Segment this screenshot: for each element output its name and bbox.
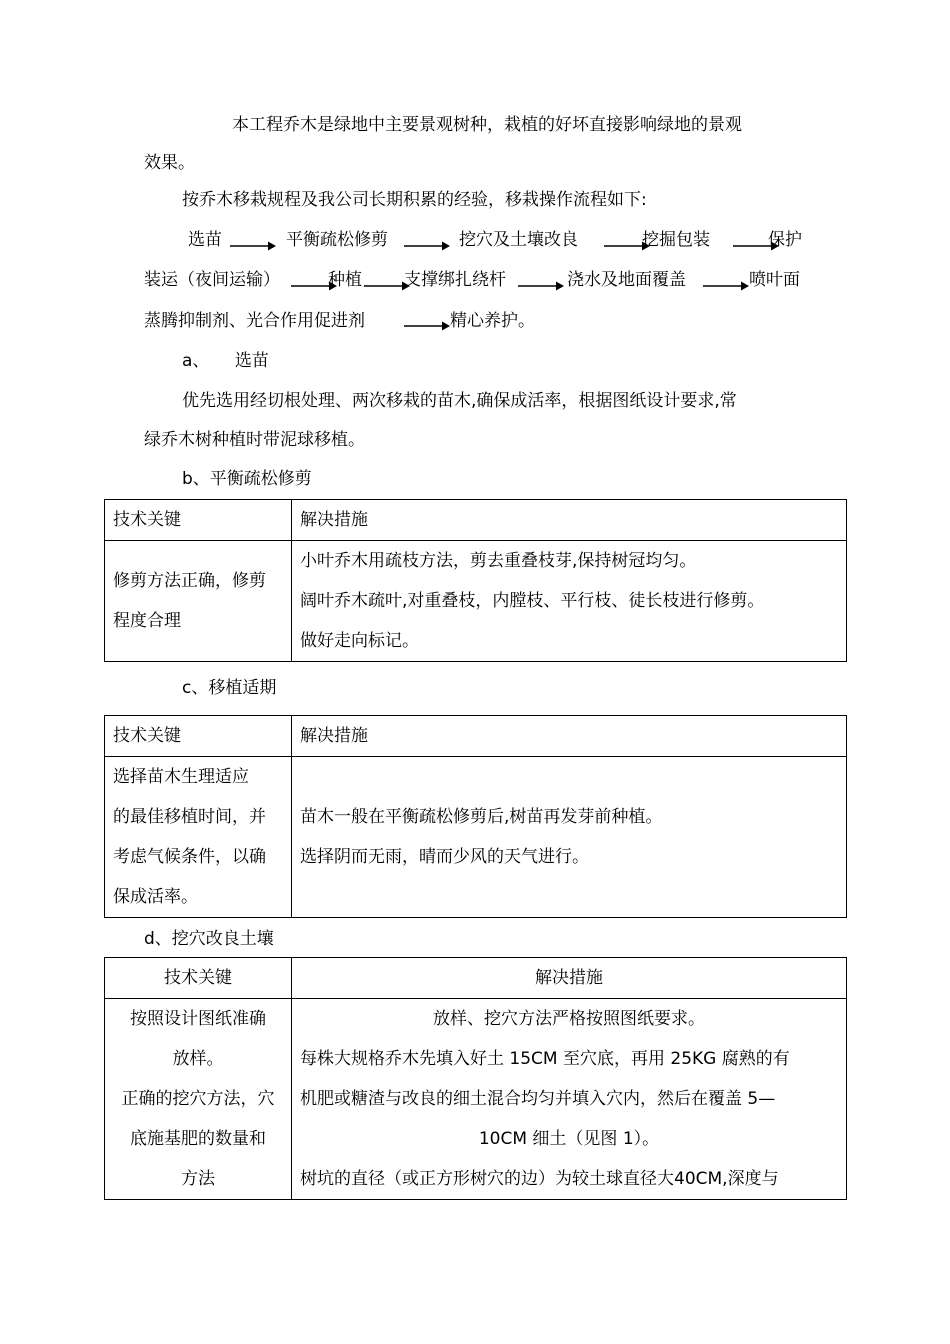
measure-line: 机肥或糖渣与改良的细土混合均匀并填入穴内，然后在覆盖 5— <box>300 1089 776 1109</box>
flow-step-watering: 浇水及地面覆盖 <box>567 270 686 290</box>
intro-paragraph-line-2: 效果。 <box>144 153 195 173</box>
section-a-text-line-1: 优先选用经切根处理、两次移栽的苗木,确保成活率，根据图纸设计要求,常 <box>182 391 737 411</box>
measure-cell <box>292 541 847 662</box>
key-cell <box>105 757 292 918</box>
key-line: 的最佳移植时间，并 <box>113 807 266 827</box>
table-header-row <box>105 716 847 757</box>
flow-arrow-icon <box>404 240 450 252</box>
section-b-heading: b、平衡疏松修剪 <box>182 469 312 489</box>
key-line: 按照设计图纸准确 <box>130 1009 266 1029</box>
table-row <box>105 999 847 1200</box>
key-cell <box>105 999 292 1200</box>
flow-step-digging-soil: 挖穴及土壤改良 <box>459 230 578 250</box>
pruning-table <box>104 499 847 662</box>
measure-line: 10CM 细土（见图 1）。 <box>478 1129 660 1149</box>
key-line: 放样。 <box>172 1049 224 1069</box>
table-row <box>105 541 847 662</box>
header-measure-cell: 解决措施 <box>292 716 847 757</box>
key-line: 底施基肥的数量和 <box>130 1129 266 1149</box>
key-line: 正确的挖穴方法，穴 <box>121 1089 275 1109</box>
flow-step-maintenance: 精心养护。 <box>450 311 535 331</box>
flow-step-agents: 蒸腾抑制剂、光合作用促进剂 <box>144 311 365 331</box>
flow-step-planting: 种植 <box>328 270 362 290</box>
section-a-heading: a、 选苗 <box>182 351 269 371</box>
section-c-heading: c、移植适期 <box>182 678 277 698</box>
intro-paragraph-line-1: 本工程乔木是绿地中主要景观树种，栽植的好坏直接影响绿地的景观 <box>232 115 742 135</box>
measure-line: 每株大规格乔木先填入好土 15CM 至穴底，再用 25KG 腐熟的有 <box>300 1049 790 1069</box>
flow-step-pruning: 平衡疏松修剪 <box>286 230 388 250</box>
intro-paragraph-2: 按乔木移栽规程及我公司长期积累的经验，移栽操作流程如下: <box>182 190 647 210</box>
flow-step-transport: 装运（夜间运输） <box>144 270 280 290</box>
flow-step-packing: 挖掘包装 <box>642 230 710 250</box>
key-line: 修剪方法正确，修剪 <box>113 571 266 591</box>
digging-table <box>104 957 847 1200</box>
key-line: 保成活率。 <box>113 887 198 907</box>
measure-line: 放样、挖穴方法严格按照图纸要求。 <box>433 1009 705 1029</box>
flow-step-select-seedling: 选苗 <box>188 230 222 250</box>
table-row <box>105 757 847 918</box>
header-key-cell: 技术关键 <box>105 716 292 757</box>
measure-cell <box>292 999 847 1200</box>
header-measure-cell: 解决措施 <box>292 500 847 541</box>
measure-line: 阔叶乔木疏叶,对重叠枝，内膛枝、平行枝、徒长枝进行修剪。 <box>300 591 765 611</box>
key-line: 程度合理 <box>113 611 181 631</box>
key-line: 考虑气候条件，以确 <box>113 847 266 867</box>
flow-step-protect: 保护 <box>768 230 802 250</box>
section-d-heading: d、挖穴改良土壤 <box>144 929 274 949</box>
measure-cell <box>292 757 847 918</box>
key-line: 方法 <box>181 1169 215 1189</box>
measure-line: 树坑的直径（或正方形树穴的边）为较土球直径大40CM,深度与 <box>300 1169 779 1189</box>
flow-arrow-icon <box>703 280 749 292</box>
transplant-timing-table <box>104 715 847 918</box>
key-cell <box>105 541 292 662</box>
flow-step-spray: 喷叶面 <box>749 270 800 290</box>
measure-line: 选择阴而无雨，晴而少风的天气进行。 <box>300 847 589 867</box>
table-header-row <box>105 958 847 999</box>
measure-line: 小叶乔木用疏枝方法，剪去重叠枝芽,保持树冠均匀。 <box>300 551 697 571</box>
flow-arrow-icon <box>518 280 564 292</box>
header-measure-cell: 解决措施 <box>292 958 847 999</box>
header-key-cell: 技术关键 <box>105 500 292 541</box>
key-line: 选择苗木生理适应 <box>113 767 249 787</box>
measure-line: 苗木一般在平衡疏松修剪后,树苗再发芽前种植。 <box>300 807 663 827</box>
measure-line: 做好走向标记。 <box>300 631 419 651</box>
table-header-row <box>105 500 847 541</box>
flow-arrow-icon <box>230 240 276 252</box>
header-key-cell: 技术关键 <box>105 958 292 999</box>
section-a-text-line-2: 绿乔木树种植时带泥球移植。 <box>144 430 365 450</box>
flow-arrow-icon <box>404 320 450 332</box>
flow-step-support: 支撑绑扎绕杆 <box>404 270 506 290</box>
